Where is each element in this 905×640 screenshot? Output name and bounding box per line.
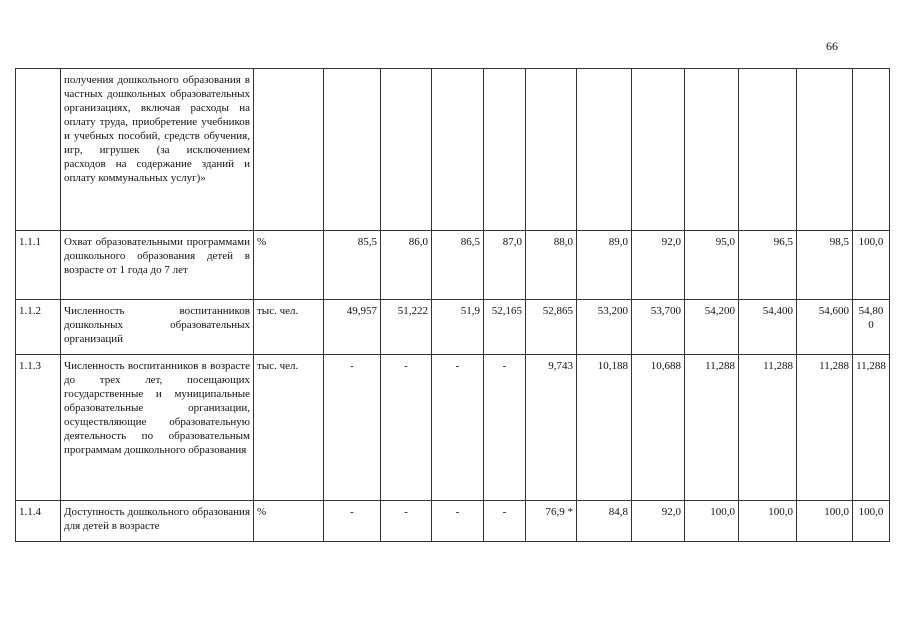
value-cell: 92,0 [632,231,685,300]
value-cell: 11,288 [853,355,890,501]
value-cell: 49,957 [324,300,381,355]
value-cell [797,69,853,231]
value-cell: 52,165 [484,300,526,355]
indicator-description: Доступность дошкольного образования для детей в возрасте [61,501,254,542]
value-cell: 96,5 [739,231,797,300]
value-cell: 54,200 [685,300,739,355]
value-cell: - [324,501,381,542]
value-cell: 86,5 [432,231,484,300]
value-cell [432,69,484,231]
value-cell [577,69,632,231]
row-number: 1.1.4 [16,501,61,542]
unit-cell: % [254,231,324,300]
value-cell: 89,0 [577,231,632,300]
value-cell [853,69,890,231]
value-cell: - [324,355,381,501]
value-cell: 54,400 [739,300,797,355]
value-cell: 11,288 [685,355,739,501]
value-cell: 100,0 [685,501,739,542]
value-cell: - [432,355,484,501]
indicator-description: Численность воспитанников в возрасте до трех лет, посещающих государственные и муниципальные образовательные организации, осуществляющие образовательную деятельность по образовательным программам дошкольного образования [61,355,254,501]
value-cell: - [484,355,526,501]
table-row [16,501,890,542]
value-cell: 87,0 [484,231,526,300]
indicator-description: Охват образовательными программами дошкольного образования детей в возрасте от 1 года до 7 лет [61,231,254,300]
value-cell [324,69,381,231]
value-cell [632,69,685,231]
value-cell: 54,800 [853,300,890,355]
value-cell: - [381,355,432,501]
value-cell: 100,0 [739,501,797,542]
table-row [16,355,890,501]
value-cell: 95,0 [685,231,739,300]
table-row [16,300,890,355]
value-cell: 11,288 [797,355,853,501]
indicators-table [15,68,890,542]
value-cell [685,69,739,231]
value-cell: 100,0 [853,501,890,542]
value-cell: 98,5 [797,231,853,300]
value-cell: 51,9 [432,300,484,355]
value-cell: - [432,501,484,542]
indicator-description: получения дошкольного образования в частных дошкольных образовательных организациях, включая расходы на оплату труда, приобретение учебников и учебных пособий, средств обучения, игр, игрушек (за исключением расходов на содержание зданий и оплату коммунальных услуг)» [61,69,254,231]
value-cell: 54,600 [797,300,853,355]
value-cell: 85,5 [324,231,381,300]
row-number: 1.1.3 [16,355,61,501]
indicator-description: Численность воспитанников дошкольных образовательных организаций [61,300,254,355]
table-row [16,69,890,231]
unit-cell: тыс. чел. [254,355,324,501]
page-number: 66 [826,39,838,53]
value-cell: 51,222 [381,300,432,355]
unit-cell [254,69,324,231]
table-body [16,69,890,542]
value-cell: 53,700 [632,300,685,355]
value-cell: 92,0 [632,501,685,542]
unit-cell: % [254,501,324,542]
value-cell: 11,288 [739,355,797,501]
value-cell: 100,0 [853,231,890,300]
value-cell: 10,188 [577,355,632,501]
row-number [16,69,61,231]
value-cell [739,69,797,231]
value-cell: 100,0 [797,501,853,542]
value-cell: 52,865 [526,300,577,355]
value-cell: 9,743 [526,355,577,501]
value-cell [526,69,577,231]
row-number: 1.1.2 [16,300,61,355]
value-cell: 76,9 * [526,501,577,542]
value-cell: 84,8 [577,501,632,542]
value-cell: 53,200 [577,300,632,355]
value-cell: - [381,501,432,542]
unit-cell: тыс. чел. [254,300,324,355]
value-cell: 86,0 [381,231,432,300]
value-cell [484,69,526,231]
value-cell [381,69,432,231]
value-cell: 88,0 [526,231,577,300]
value-cell: 10,688 [632,355,685,501]
row-number: 1.1.1 [16,231,61,300]
table-row [16,231,890,300]
value-cell: - [484,501,526,542]
